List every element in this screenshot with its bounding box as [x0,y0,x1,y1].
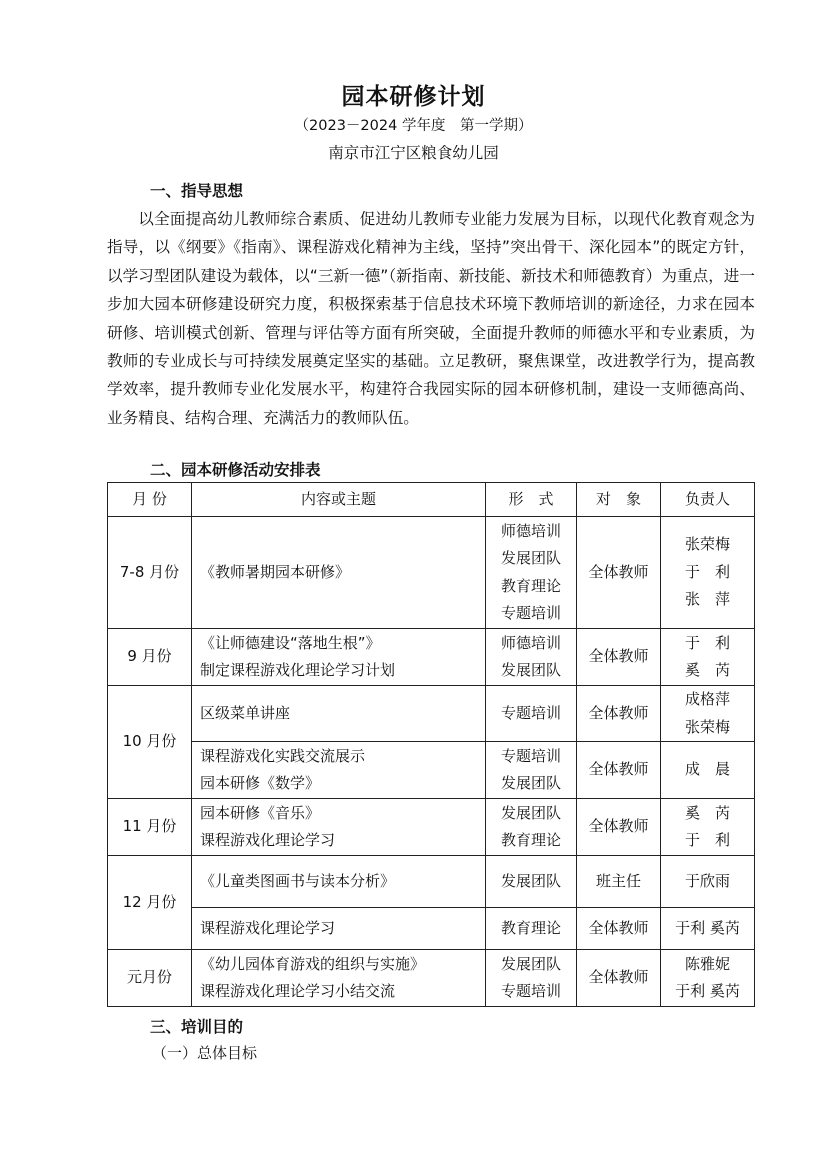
lead-cell [661,799,755,856]
content-line: 课程游戏化实践交流展示 [200,746,366,765]
table-header-row [108,483,755,517]
schedule-table [107,482,755,1007]
form-line: 发展团队 [500,661,561,679]
lead-line: 奚 芮 [684,803,730,822]
content-cell [192,629,486,686]
lead-line: 成 晨 [684,760,730,779]
target-cell: 全体教师 [577,799,661,856]
content-line: 《幼儿园体育游戏的组织与实施》 [200,954,426,973]
header-month: 月 份 [108,483,192,517]
lead-line: 张 萍 [684,590,730,609]
form-line: 发展团队 [500,774,561,792]
month-cell: 11 月份 [108,799,192,856]
form-line: 教育理论 [500,831,561,849]
lead-line: 张荣梅 [684,717,730,736]
table-row [108,908,755,950]
lead-cell [661,517,755,629]
form-line: 发展团队 [500,954,561,973]
content-cell [192,799,486,856]
content-line: 制定课程游戏化理论学习计划 [200,661,396,679]
form-line: 专题培训 [500,746,561,765]
lead-line: 奚 芮 [684,661,730,679]
form-line: 发展团队 [500,803,561,822]
form-cell [486,686,577,742]
section-heading-purpose: 三、培训目的 [150,1018,244,1036]
form-line: 师德培训 [500,521,561,540]
form-line: 师德培训 [500,633,561,652]
form-cell [486,742,577,799]
table-row [108,856,755,908]
form-cell [486,629,577,686]
form-line: 教育理论 [500,576,561,595]
form-line: 发展团队 [500,549,561,567]
target-cell: 全体教师 [577,686,661,742]
content-cell [192,950,486,1007]
content-line: 《让师德建设“落地生根”》 [200,633,381,652]
form-cell [486,517,577,629]
form-line: 专题培训 [500,982,561,1000]
content-line: 课程游戏化理论学习小结交流 [200,982,396,1000]
content-cell [192,856,486,908]
table-row [108,950,755,1007]
target-cell: 全体教师 [577,742,661,799]
form-line: 教育理论 [500,918,561,937]
table-row [108,686,755,742]
lead-line: 成格萍 [684,690,730,708]
content-line: 园本研修《音乐》 [200,803,321,822]
month-cell: 9 月份 [108,629,192,686]
form-line: 专题培训 [500,703,561,722]
lead-cell [661,742,755,799]
target-cell: 全体教师 [577,629,661,686]
content-line: 园本研修《数学》 [200,774,321,792]
document-subtitle: （2023－2024 学年度 第一学期） [294,118,533,134]
target-cell: 全体教师 [577,908,661,950]
lead-line: 陈雅妮 [684,954,730,973]
target-cell: 全体教师 [577,950,661,1007]
content-line: 《儿童类图画书与读本分析》 [200,871,396,890]
content-line: 课程游戏化理论学习 [200,918,336,937]
organization-name: 南京市江宁区粮食幼儿园 [328,144,499,162]
content-line: 课程游戏化理论学习 [200,831,336,849]
lead-cell [661,686,755,742]
form-cell [486,908,577,950]
guide-paragraph: 以全面提高幼儿教师综合素质、促进幼儿教师专业能力发展为目标，以现代化教育观念为指导，以《纲要》《指南》、课程游戏化精神为主线，坚持”突出骨干、深化园本”的既定方针，以学习型团队建设为载体，以“三新一德”（新指南、新技能、新技术和师德教育）为重点，进一步加大园本研修建设研究力度，积极探索基于信息技术环境下教师培训的新途径，力求在园本研修、培训模式创新、管理与评估等方面有所突破，全面提升教师的师德水平和专业素质，为教师的专业成长与可持续发展奠定坚实的基础。立足教研，聚焦课堂，改进教学行为，提高教学效率，提升教师专业化发展水平，构建符合我园实际的园本研修机制，建设一支师德高尚、业务精良、结构合理、充满活力的教师队伍。 [107,210,755,427]
lead-line: 于利 奚芮 [675,982,740,1000]
table-row [108,742,755,799]
header-lead: 负责人 [661,483,755,517]
month-cell: 12 月份 [108,856,192,950]
table-row [108,517,755,629]
lead-cell [661,950,755,1007]
content-cell [192,517,486,629]
form-line: 专题培训 [500,604,561,622]
target-cell: 全体教师 [577,517,661,629]
lead-line: 于利 奚芮 [675,918,740,937]
lead-line: 于 利 [684,562,730,581]
form-cell [486,950,577,1007]
content-cell [192,686,486,742]
lead-cell [661,629,755,686]
header-target: 对 象 [577,483,661,517]
form-cell [486,856,577,908]
content-cell [192,742,486,799]
lead-line: 于 利 [684,633,730,652]
table-row [108,799,755,856]
lead-cell [661,856,755,908]
content-cell [192,908,486,950]
content-line: 《教师暑期园本研修》 [200,562,351,581]
month-cell: 10 月份 [108,686,192,799]
content-line: 区级菜单讲座 [200,703,291,722]
subsection-heading-overall-goal: （一）总体目标 [152,1044,258,1062]
lead-line: 张荣梅 [684,535,730,554]
month-cell: 元月份 [108,950,192,1007]
lead-cell [661,908,755,950]
lead-line: 于欣雨 [684,871,730,890]
section-heading-schedule: 二、园本研修活动安排表 [150,461,321,479]
section-heading-guide: 一、指导思想 [150,182,244,200]
form-cell [486,799,577,856]
document-title: 园本研修计划 [341,84,486,110]
header-content: 内容或主题 [192,483,486,517]
table-row [108,629,755,686]
header-form: 形 式 [486,483,577,517]
target-cell: 班主任 [577,856,661,908]
form-line: 发展团队 [500,871,561,890]
month-cell: 7-8 月份 [108,517,192,629]
lead-line: 于 利 [684,831,730,849]
